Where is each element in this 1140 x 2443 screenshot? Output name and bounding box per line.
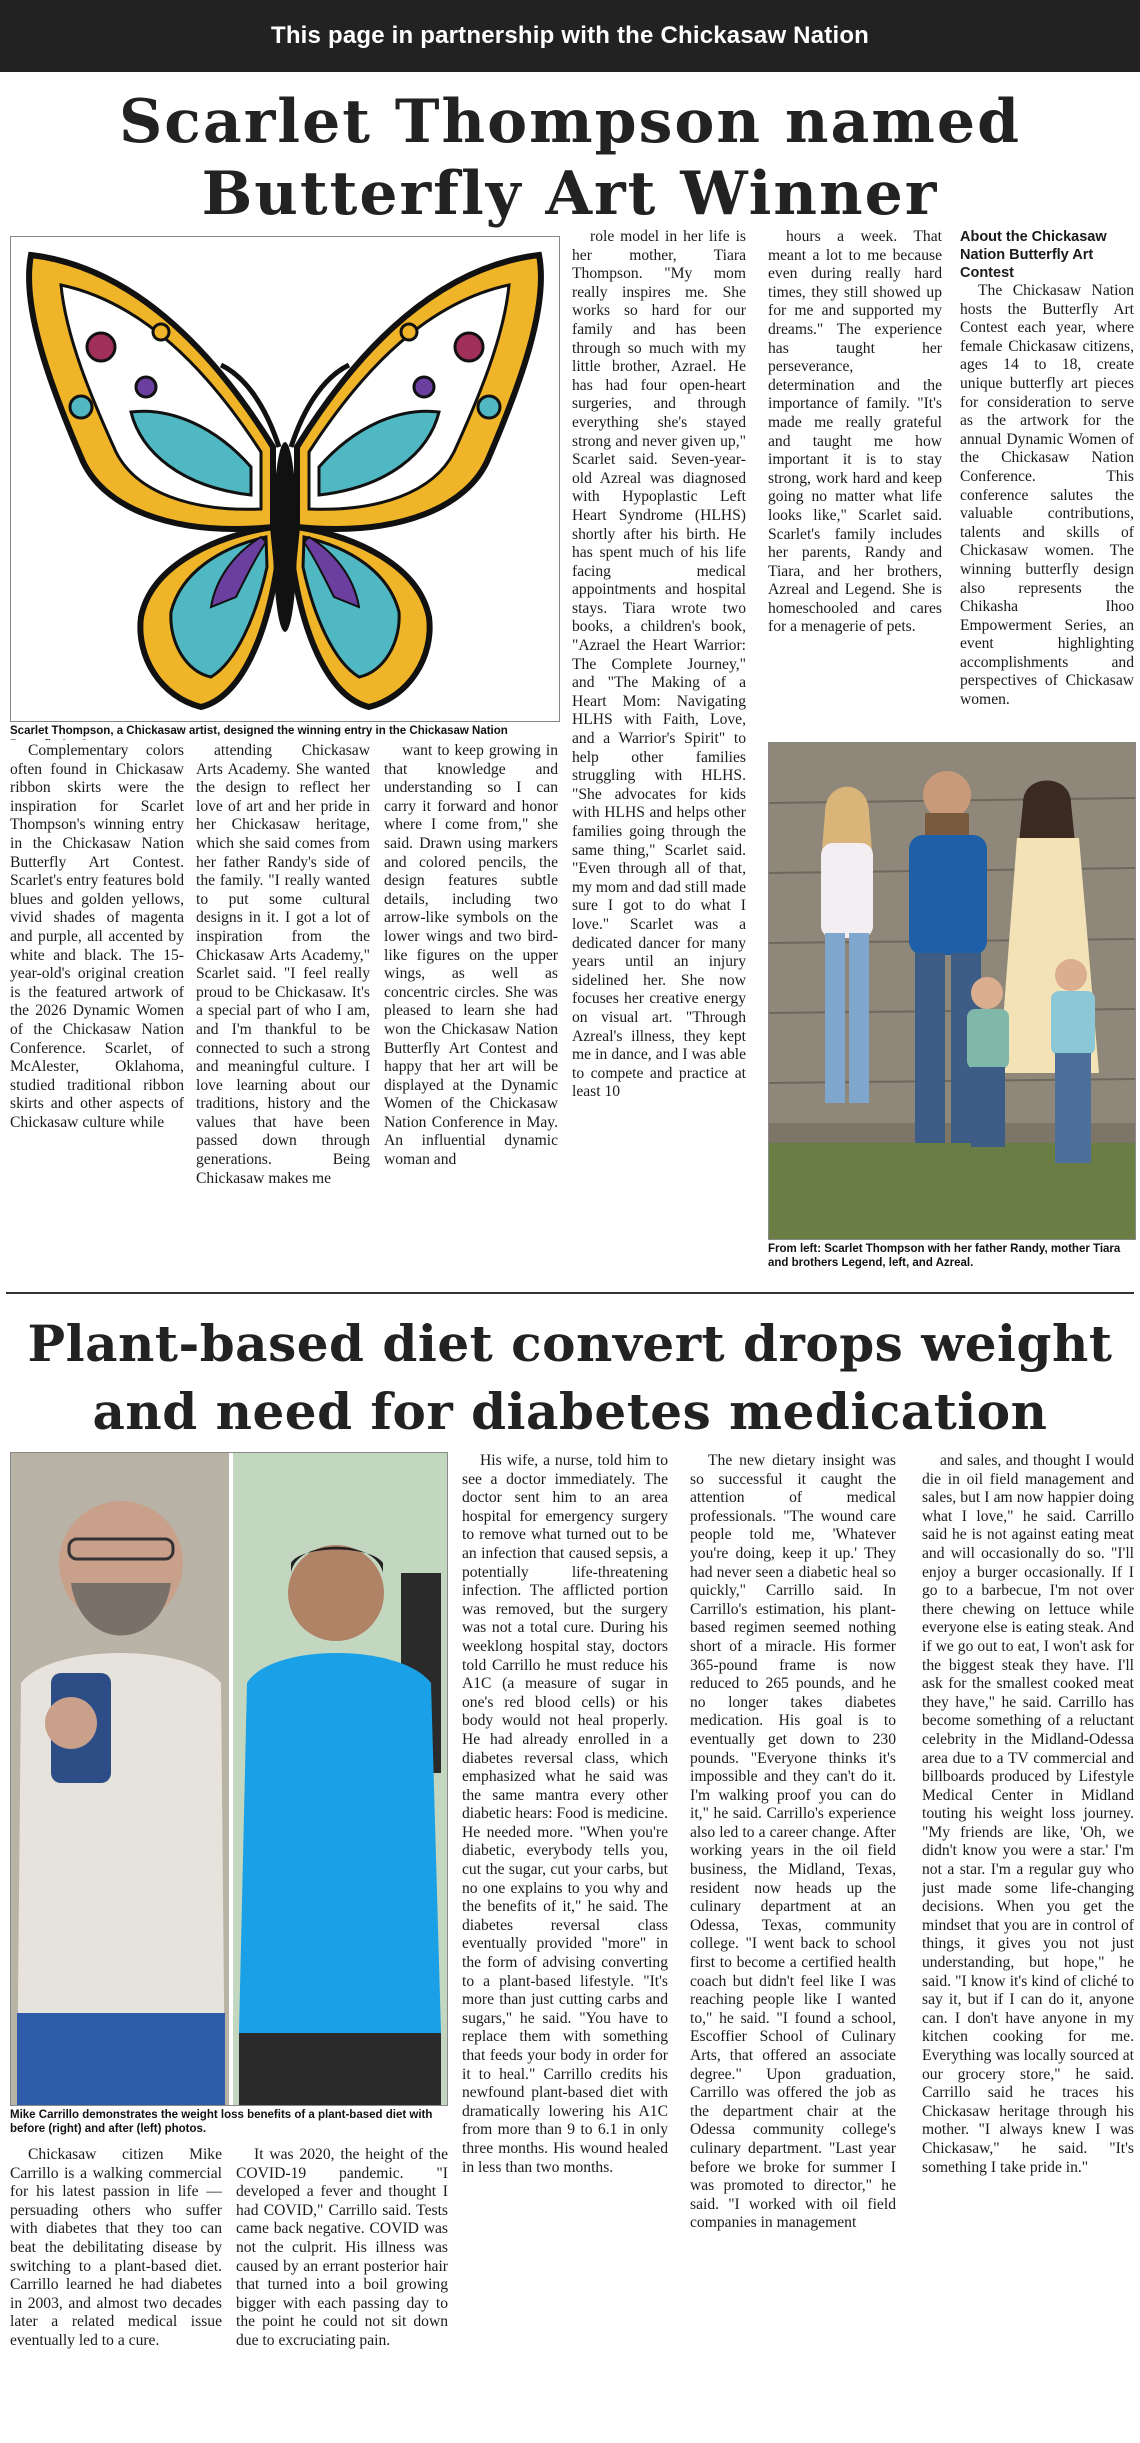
story2-headline: Plant-based diet convert drops weight and need for diabetes medication [27,1314,1113,1441]
before-after-photo [10,1452,448,2106]
story2-col-a: Chickasaw citizen Mike Carrillo is a walking commercial for his latest passion in life — persuading others who suffer with diabetes that they too can beat the debilitating disease by switching to a plant-based diet. Carrillo learned he had diabetes in 2003, and almost two decades later a related medical issue eventually led to a cure. [10,2146,222,2349]
story2-col-e: and sales, and thought I would die in oil field management and sales, but I am now happier doing what I love," he said. Carrillo said he is not against eating meat and will occasionally do so. "I'll enjoy a burger occasionally. If I go to a barbecue, I'm not over there chewing on lettuce while everyone else is eating steak. And if we go out to eat, I won't ask for the biggest steak they have. I'll ask for the smallest cooked meat they have," he said. Carrillo has become something of a reluctant celebrity in the Midland-Odessa area due to a TV commercial and billboards produced by Lifestyle Medical Center in Midland touting his weight loss journey. "My friends are like, 'Oh, we didn't know you were a star.' I'm not a star. I'm a regular guy who just made some life-changing decisions. When you get the mindset that you are in control of things, it gives you not just understanding, but hope," he said. "I know it's kind of cliché to say it, but if I can do it, anyone can. I don't have anyone in my kitchen cooking for me. Everything was locally sourced at our grocery store," he said. Carrillo said he traces his Chickasaw heritage through his mother. "I always knew I was Chickasaw," he said. "It's something I take pride in." [922,1452,1134,2176]
story1-col-d: role model in her life is her mother, Tiara Thompson. "My mom really inspires me. She works so hard for our family and has been through so much with my little brother, Azrael. He has had four open-heart surgeries, and through everything she's stayed strong and never given up," Scarlet said. Seven-year-old Azreal was diagnosed with Hypoplastic Left Heart Syndrome (HLHS) shortly after his birth. He has spent much of his life facing medical appointments and hospital stays. Tiara wrote two books, a children's book, "Azrael the Heart Warrior: The Complete Journey," and "The Making of a Heart Mom: Navigating HLHS with Faith, Love, and a Warrior's Spirit" to help other families struggling with HLHS. "She advocates for kids with HLHS and helps other families going through the same thing," Scarlet said. "Even through all of that, my mom and dad still made sure I got to do what I love." Scarlet was a dedicated dancer for many years until an injury sidelined her. She now focuses her creative energy on visual art. "Through Azreal's illness, they kept me in dance, and I was able to compete and practice at least 10 [572,228,746,1101]
story1-col-b: attending Chickasaw Arts Academy. She wanted the design to reflect her love of art and her pride in her Chickasaw heritage, which she said comes from her father Randy's side of the family. "I really wanted to put some cultural designs in it. I got a lot of inspiration from the Chickasaw Arts Academy," Scarlet said. "I feel really proud to be Chickasaw. It's a special part of who I am, and I'm thankful to be connected to such a strong and meaningful culture. I love learning about our traditions, history and the values that have been passed down through generations. Being Chickasaw makes me [196,742,370,1187]
butterfly-icon [29,255,541,707]
story1-sidebar: About the Chickasaw Nation Butterfly Art Contest The Chickasaw Nation hosts the Butterfly Art Contest each year, where female Chickasaw citizens, ages 14 to 18, create unique butterfly art pieces for consideration to serve as the artwork for the annual Dynamic Women of the Chickasaw Nation Conference. This conference salutes the valuable contributions, talents and skills of Chickasaw women. The winning butterfly design also represents the Chikasha Ihoo Empowerment Series, an event highlighting accomplishments and perspectives of Chickasaw women. [960,229,1134,709]
story1-headline: Scarlet Thompson named Butterfly Art Winner [118,87,1022,229]
story1-col-c: want to keep growing in that knowledge and understanding so I can carry it forward and honor where I come from," she said. Drawn using markers and colored pencils, the design features subtle details, including two arrow-like symbols on the lower wings and two bird-like figures on the upper wings, as well as concentric circles. She was pleased to learn she had won the Chickasaw Nation Butterfly Art Contest and happy that her art will be displayed at the Dynamic Women of the Chickasaw Nation Conference in May. An influential dynamic woman and [384,742,558,1169]
family-caption: From left: Scarlet Thompson with her father Randy, mother Tiara and brothers Legend, left, and Azreal. [768,1243,1121,1269]
story1-col-e: hours a week. That meant a lot to me because even during really hard times, they still showed up for me and supported my dreams." The experience has taught her perseverance, determination and the importance of family. "It's made me really grateful and taught me how important it is to stay strong, work hard and keep going no matter what life looks like," Scarlet said. Scarlet's family includes her parents, Randy and Tiara, and her brothers, Azreal and Legend. She is homeschooled and cares for a menagerie of pets. [768,228,942,636]
before-after-caption: Mike Carrillo demonstrates the weight loss benefits of a plant-based diet with before (right) and after (left) photos. [10,2109,433,2135]
butterfly-caption: Scarlet Thompson, a Chickasaw artist, designed the winning entry in the Chickasaw Nation [10,725,508,737]
story2-col-b: It was 2020, the height of the COVID-19 pandemic. "I developed a fever and thought I had COVID," Carrillo said. Tests came back negative. COVID was not the culprit. His illness was caused by an errant posterior hair that turned into a boil growing bigger with each passing day to the point he could not sit down due to excruciating pain. [236,2146,448,2349]
sidebar-title: About the Chickasaw Nation Butterfly Art Contest [960,229,1107,281]
partnership-banner: This page in partnership with the Chickasaw Nation [0,0,1140,72]
story1-col-a: Complementary colors often found in Chickasaw ribbon skirts were the inspiration for Scarlet Thompson's winning entry in the Chickasaw Nation Butterfly Art Contest. Scarlet's entry features bold blues and golden yellows, vivid shades of magenta and purple, all accented by white and black. The 15-year-old's original creation is the featured artwork of the 2026 Dynamic Women of the Chickasaw Nation Conference. Scarlet, of McAlester, Oklahoma, studied traditional ribbon skirts and other aspects of Chickasaw culture while [10,742,184,1131]
butterfly-artwork [10,236,560,722]
family-photo [768,742,1136,1240]
section-divider [6,1292,1134,1294]
story2-col-c: His wife, a nurse, told him to see a doctor immediately. The doctor sent him to an area hospital for emergency surgery to remove what turned out to be an infection that caused sepsis, a potentially life-threatening infection. The afflicted portion was removed, but the surgery was not a total cure. During his weeklong hospital stay, doctors told Carrillo he must reduce his A1C (a measure of sugar in one's red blood cells) or his body would not heal properly. He had already enrolled in a diabetes reversal class, which emphasized what he said was the same mantra every other diabetic hears: Food is medicine. He needed more. "When you're diabetic, everybody tells you, cut the sugar, cut your carbs, but no one explains to you why and the benefits of it," he said. The diabetes reversal class eventually provided "more" in the form of advising converting to a plant-based lifestyle. "It's more than just cutting carbs and sugars," he said. "You have to replace them with something that feeds your body in order for it to heal." Carrillo credits his newfound plant-based diet with dramatically lowering his A1C from more than 9 to 6.1 in only three months. His wound healed in less than two months. [462,1452,668,2176]
story2-col-d: The new dietary insight was so successful it caught the attention of medical professionals. "The wound care people told me, 'Whatever you're doing, keep it up.' They had never seen a diabetic heal so quickly," Carrillo said. In Carrillo's estimation, his plant-based regimen seemed nothing short of a miracle. His former 365-pound frame is now reduced to 265 pounds, and he no longer takes diabetes medication. His goal is to eventually get down to 230 pounds. "Everyone thinks it's impossible and they can't do it. I'm walking proof you can do it," he said. Carrillo's experience also led to a career change. After working years in the oil field business, the Midland, Texas, resident now heads up the culinary department at an Odessa, Texas, community college. "I went back to school first to become a certified health coach but didn't feel like I was reaching people like I wanted to," he said. "I found a school, Escoffier School of Culinary Arts, that offered an associate degree." Upon graduation, Carrillo was offered the job as the department chair at the Odessa community college's culinary department. "Last year before we broke for summer I was promoted to director," he said. "I worked with oil field companies in management [690,1452,896,2232]
